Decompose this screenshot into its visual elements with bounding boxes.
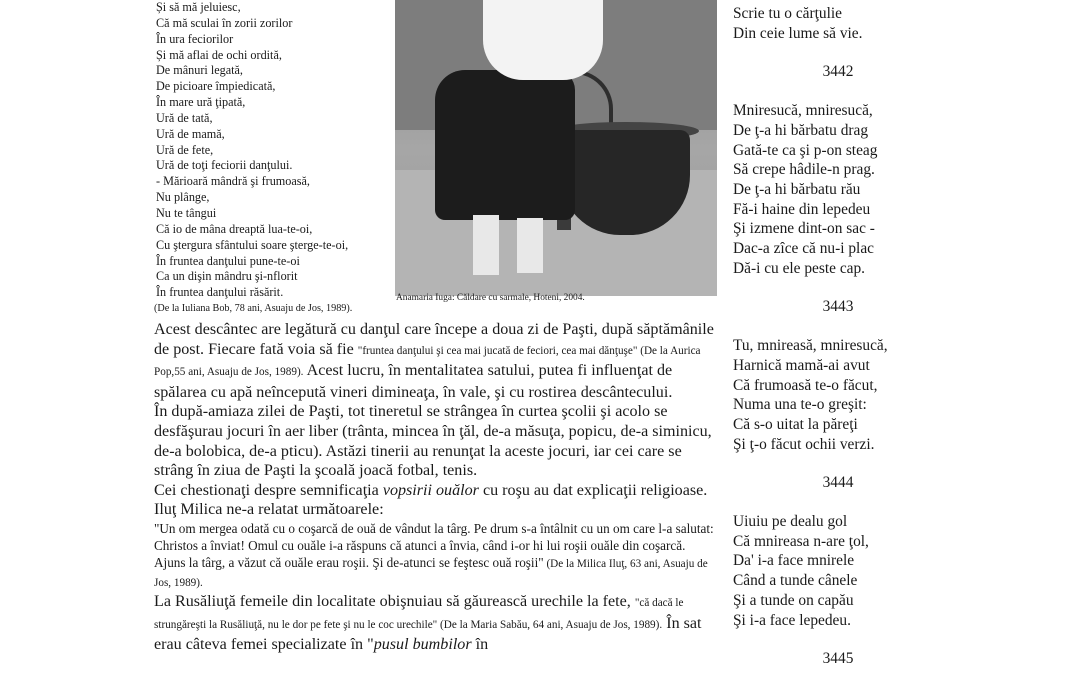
paragraph — [154, 481, 714, 520]
poem-line: Şi a tunde on capău — [733, 591, 854, 609]
poem-line: În fruntea danţului pune-te-oi — [156, 253, 300, 268]
poem-line: În mare ură ţipată, — [156, 95, 246, 110]
photo-leg — [473, 215, 499, 275]
quote-inline: "fruntea danţului şi cea mai jucată de feciori, cea mai dănţuşe" (De la Aurica Pop,55 ani, Asuaju de Jos, 1989). — [154, 344, 701, 379]
left-poem — [156, 0, 394, 301]
photo-figure — [395, 0, 717, 296]
poem-line: Numa una te-o greşit: — [733, 396, 867, 414]
text-run: Acest lucru, în mentalitatea satului, putea fi influenţat de spălarea cu apă neîncepută vineri dimineaţa, în vale, şi cu rostirea descântecului. — [154, 362, 673, 401]
paragraph — [154, 592, 714, 655]
poem-line: Că s-o uitat la păreţi — [733, 415, 858, 433]
poem-line: Dac-a zîce că nu-i plac — [733, 240, 874, 258]
poem-line: Gată-te ca şi p-on steag — [733, 141, 878, 159]
quote-text: "Un om mergea odată cu o coşarcă de ouă de vândut la târg. Pe drum s-a întâlnit cu un om care l-a salutat: Christos a înviat! Omul cu ouăle i-a răspuns că atunci a învia, când i-or hi lui roşii ouăle din coşarcă. Ajuns la târg, a văzut că ouăle erau roşii. Şi de-atunci se feştesc ouă roşii" — [154, 520, 714, 570]
poem-number: 3444 — [822, 474, 854, 492]
photo-caption: Anamaria Iuga: Căldare cu sarmale, Hoteni, 2004. — [396, 293, 585, 303]
poem-line: De mânuri legată, — [156, 63, 243, 78]
right-poems — [733, 4, 943, 688]
block-quote — [154, 520, 714, 592]
poem-line: Ură de toţi feciorii danţului. — [156, 158, 293, 173]
text-run: Acest descântec are legătură cu danţul care începe a doua zi de Paşti, după săptămânile de post. Fiecare fată voia să fie — [154, 321, 714, 358]
poem-line: Din ceie lume să vie. — [733, 24, 863, 42]
poem-line: Și mă aflai de ochi ordită, — [156, 47, 282, 62]
poem-line: Să crepe hâdile-n prag. — [733, 161, 875, 179]
poem-line: Şi ţ-o făcut ochii verzi. — [733, 435, 875, 453]
poem-line: În fruntea danţului răsărit. — [156, 285, 284, 300]
left-poem-source: (De la Iuliana Bob, 78 ani, Asuaju de Jos, 1989). — [154, 303, 353, 314]
poem-line: În ura feciorilor — [156, 31, 234, 46]
poem-line: Şi i-a face lepedeu. — [733, 611, 851, 629]
text-run: Cei chestionaţi despre semnificaţia — [154, 481, 383, 499]
photo-leg — [517, 218, 543, 273]
poem-line: Fă-i haine din lepedeu — [733, 200, 871, 218]
poem-line: Mniresucă, mniresucă, — [733, 102, 873, 120]
text-run: cu roşu au dat explicaţii religioase. Iluţ Milica ne-a relatat următoarele: — [154, 481, 708, 519]
poem-line: Ură de tată, — [156, 110, 213, 125]
poem-line: Scrie tu o cărţulie — [733, 5, 842, 22]
text-run: În sat erau câteva femei specializate în " — [154, 614, 702, 654]
poem-line: Când a tunde cânele — [733, 572, 858, 590]
body-text — [154, 320, 714, 655]
photo-pot — [560, 130, 690, 235]
poem-line: Dă-i cu ele peste cap. — [733, 259, 866, 277]
poem-number: 3443 — [822, 298, 854, 316]
poem-line: Nu te tângui — [156, 205, 217, 220]
poem-line: De ţ-a hi bărbatu drag — [733, 121, 869, 139]
poem-line: Ură de fete, — [156, 142, 214, 157]
poem-line: Și să mă jeluiesc, — [156, 0, 241, 14]
poem-line: Că io de mâna dreaptă lua-te-oi, — [156, 221, 313, 236]
poem-line: Ură de mamă, — [156, 126, 225, 141]
poem-line: Harnică mamă-ai avut — [733, 356, 870, 374]
poem-line: - Mărioară mândră şi frumoasă, — [156, 174, 310, 189]
poem-number: 3442 — [822, 63, 854, 81]
photo-shirt — [483, 0, 603, 80]
poem-line: Cu ştergura sfântului soare şterge-te-oi, — [156, 237, 349, 252]
poem-line: Da' i-a face mnirele — [733, 552, 855, 570]
poem-number: 3445 — [822, 650, 854, 668]
emphasis: pusul bumbilor — [373, 636, 472, 654]
paragraph — [154, 320, 714, 402]
poem-line: Tu, mnireasă, mniresucă, — [733, 337, 888, 355]
quote-inline: "că dacă le strungăreşti la Rusăliuţă, nu le dor pe fete şi nu le coc urechile" (De la Maria Sabău, 64 ani, Asuaju de Jos, 1989). — [154, 596, 684, 631]
poem-line: Că mnireasa n-are ţol, — [733, 532, 869, 550]
text-run: La Rusăliuţă femeile din localitate obişnuiau să găurească urechile la fete, — [154, 592, 635, 610]
text-run: în — [471, 636, 489, 654]
poem-line: Şi izmene dint-on sac - — [733, 220, 875, 238]
photo-skirt — [435, 70, 575, 220]
poem-line: De picioare împiedicată, — [156, 79, 276, 94]
poem-line: Că frumoasă te-o făcut, — [733, 376, 878, 394]
poem-line: De ţ-a hi bărbatu rău — [733, 180, 861, 198]
poem-line: Nu plânge, — [156, 190, 210, 205]
poem-line: Uiuiu pe dealu gol — [733, 513, 848, 531]
poem-line: Ca un dişin mândru şi-nflorit — [156, 269, 298, 284]
quote-source: (De la Milica Iluţ, 63 ani, Asuaju de Jos, 1989). — [154, 557, 708, 589]
poem-line: Că mă sculai în zorii zorilor — [156, 15, 293, 30]
emphasis: vopsirii ouălor — [382, 481, 479, 499]
paragraph: În după-amiaza zilei de Paşti, tot tineretul se strângea în curtea şcolii şi acolo se desfăşurau jocuri în aer liber (trânta, mincea în ţăl, de-a măsuţa, popicu, de-a siminicu, de-a bolobica, de-a pticu). Astăzi tinerii au renunţat la aceste jocuri, iar cei care se strâng în ziua de Paşti la şcoală joacă fotbal, tenis. — [154, 403, 712, 480]
